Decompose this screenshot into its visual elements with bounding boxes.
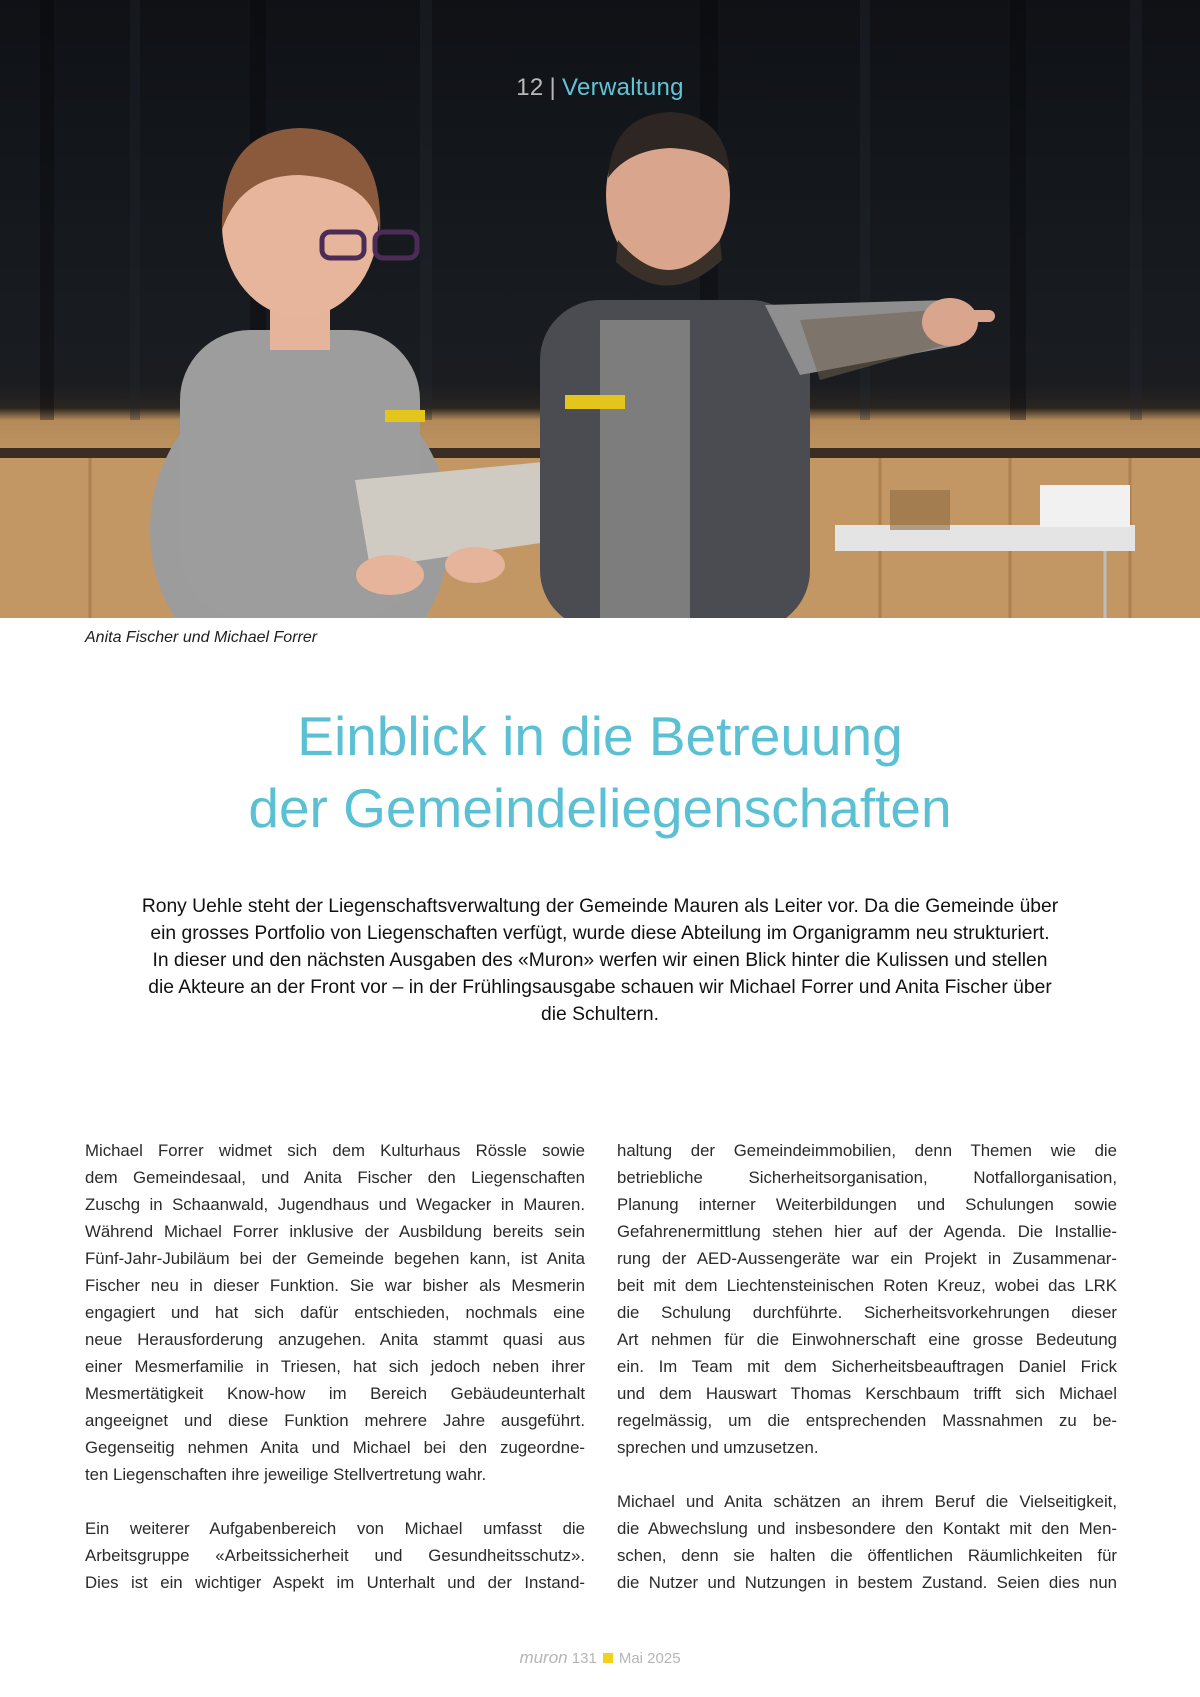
body-line: ten Liegenschaften ihre jeweilige Stellvertretung wahr. — [85, 1465, 487, 1484]
body-line: beit mit dem Liechtensteinischen Roten Kreuz, wobei das LRK — [617, 1276, 1117, 1295]
section-title: Verwaltung — [562, 74, 684, 101]
body-line: rung der AED-Aussengeräte war ein Projekt in Zusammenar- — [617, 1249, 1117, 1268]
page-footer — [0, 1648, 1200, 1668]
body-line: betriebliche Sicherheitsorganisation, Notfallorganisation, — [617, 1168, 1117, 1187]
body-line: neue Herausforderung anzugehen. Anita stammt quasi aus — [85, 1330, 585, 1349]
magazine-name: muron — [519, 1648, 568, 1667]
title-line: Einblick in die Betreuung — [297, 705, 903, 767]
header-separator: | — [549, 74, 557, 101]
article-lead — [80, 893, 1120, 1028]
photo-caption: Anita Fischer und Michael Forrer — [85, 629, 318, 646]
issue-date: Mai 2025 — [618, 1650, 681, 1667]
body-line: Dies ist ein wichtiger Aspekt im Unterhalt und der Instand- — [85, 1573, 585, 1592]
issue-number: 131 — [571, 1650, 597, 1667]
body-line: die Schulung durchführte. Sicherheitsvorkehrungen dieser — [617, 1303, 1117, 1322]
body-line: engagiert und hat sich dafür entschieden, nochmals eine — [85, 1303, 585, 1322]
body-line: Gefahrenermittlung stehen hier auf der Agenda. Die Installie- — [617, 1222, 1117, 1241]
body-line: Fünf-Jahr-Jubiläum bei der Gemeinde begehen kann, ist Anita — [85, 1249, 585, 1268]
body-line: ein. Im Team mit dem Sicherheitsbeauftragen Daniel Frick — [617, 1357, 1117, 1376]
body-line: und dem Hauswart Thomas Kerschbaum trifft sich Michael — [617, 1384, 1117, 1403]
body-line: regelmässig, um die entsprechenden Massnahmen zu be- — [617, 1411, 1117, 1430]
lead-line: ein grosses Portfolio von Liegenschaften verfügt, wurde diese Abteilung im Organigramm neu strukturiert. — [150, 923, 1050, 944]
body-line: Zuschg in Schaanwald, Jugendhaus und Wegacker in Mauren. — [85, 1195, 585, 1214]
body-line: schen, denn sie halten die öffentlichen Räumlichkeiten für — [617, 1546, 1117, 1565]
lead-line: Rony Uehle steht der Liegenschaftsverwaltung der Gemeinde Mauren als Leiter vor. Da die Gemeinde über — [141, 896, 1059, 917]
title-line: der Gemeindeliegenschaften — [248, 777, 952, 839]
body-line: haltung der Gemeindeimmobilien, denn Themen wie die — [617, 1141, 1117, 1160]
body-line: Arbeitsgruppe «Arbeitssicherheit und Gesundheitsschutz». — [85, 1546, 585, 1565]
paragraph-gap — [85, 1488, 585, 1515]
body-line: einer Mesmerfamilie in Triesen, hat sich jedoch neben ihrer — [85, 1357, 585, 1376]
body-line: Art nehmen für die Einwohnerschaft eine grosse Bedeutung — [617, 1330, 1117, 1349]
body-line: Während Michael Forrer inklusive der Ausbildung bereits sein — [85, 1222, 585, 1241]
body-line: Fischer neu in dieser Funktion. Sie war bisher als Mesmerin — [85, 1276, 585, 1295]
body-column-left — [85, 1137, 585, 1596]
lead-line: die Akteure an der Front vor – in der Frühlingsausgabe schauen wir Michael Forrer und Anita Fischer über — [148, 977, 1052, 998]
body-line: die Nutzer und Nutzungen in bestem Zustand. Seien dies nun — [617, 1573, 1117, 1592]
lead-line: In dieser und den nächsten Ausgaben des «Muron» werfen wir einen Blick hinter die Kulissen und stellen — [152, 950, 1048, 971]
body-line: dem Gemeindesaal, und Anita Fischer den Liegenschaften — [85, 1168, 585, 1187]
page-number: 12 — [516, 74, 544, 101]
body-line: angeeignet und diese Funktion mehrere Jahre ausgeführt. — [85, 1411, 585, 1430]
article-title — [0, 700, 1200, 844]
body-line: sprechen und umzusetzen. — [617, 1438, 819, 1457]
accent-square-icon — [603, 1653, 613, 1663]
body-line: Mesmertätigkeit Know-how im Bereich Gebäudeunterhalt — [85, 1384, 585, 1403]
section-header — [0, 74, 1200, 102]
body-line: Gegenseitig nehmen Anita und Michael bei den zugeordne- — [85, 1438, 585, 1457]
lead-line: die Schultern. — [541, 1004, 659, 1025]
hero-photo — [0, 0, 1200, 618]
body-line: Michael und Anita schätzen an ihrem Beruf die Vielseitigkeit, — [617, 1492, 1117, 1511]
body-line: die Abwechslung und insbesondere den Kontakt mit den Men- — [617, 1519, 1117, 1538]
body-line: Ein weiterer Aufgabenbereich von Michael umfasst die — [85, 1519, 585, 1538]
body-line: Planung interner Weiterbildungen und Schulungen sowie — [617, 1195, 1117, 1214]
body-line: Michael Forrer widmet sich dem Kulturhaus Rössle sowie — [85, 1141, 585, 1160]
body-column-right — [617, 1137, 1117, 1596]
paragraph-gap — [617, 1461, 1117, 1488]
